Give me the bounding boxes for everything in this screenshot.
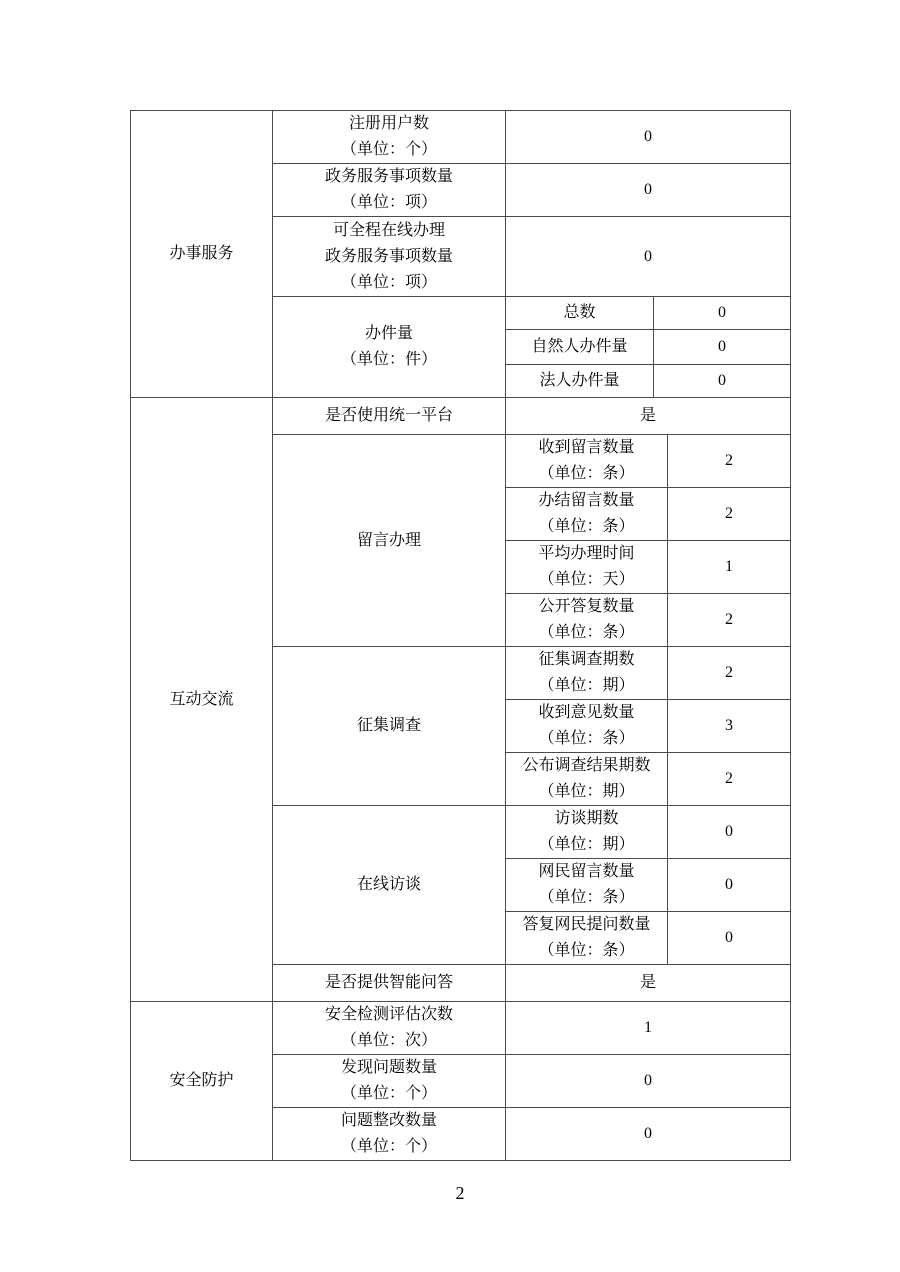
- item-label: [273, 1055, 506, 1108]
- group-unit-line: （单位：件）: [340, 351, 437, 368]
- value-cell: 0: [668, 912, 791, 965]
- value-cell: 0: [668, 859, 791, 912]
- item-label: [273, 111, 506, 164]
- item-label-line: 可全程在线办理: [332, 221, 445, 239]
- sub-item-label-line: 公布调查结果期数: [522, 757, 651, 774]
- section-category-services: 办事服务: [131, 111, 273, 398]
- item-label-line: 政务服务事项数量: [324, 168, 453, 185]
- sub-item-unit-line: （单位：条）: [538, 730, 635, 747]
- value-cell: 0: [668, 806, 791, 859]
- sub-item-label: [506, 912, 668, 965]
- table-row: [131, 1002, 791, 1055]
- sub-item-label: [506, 488, 668, 541]
- value-cell: 0: [654, 365, 791, 398]
- sub-item-label: 法人办件量: [506, 365, 654, 398]
- page-number: 2: [455, 1183, 465, 1203]
- value-cell: 0: [654, 330, 791, 365]
- annual-report-statistics-table: [130, 110, 791, 1161]
- group-label-line: 办件量: [364, 325, 413, 342]
- sub-item-label-line: 收到留言数量: [538, 439, 635, 456]
- sub-item-label: [506, 753, 668, 806]
- group-label-zhengjidiaocha: 征集调查: [273, 647, 506, 806]
- item-label-line: 发现问题数量: [340, 1059, 437, 1076]
- item-label: [273, 1108, 506, 1161]
- sub-item-label-line: 答复网民提问数量: [522, 916, 651, 933]
- sub-item-label-line: 网民留言数量: [538, 863, 635, 880]
- value-cell: 是: [506, 398, 791, 435]
- value-cell: 2: [668, 647, 791, 700]
- item-label-line: 安全检测评估次数: [324, 1006, 453, 1023]
- value-cell: 3: [668, 700, 791, 753]
- sub-item-label-line: 收到意见数量: [538, 704, 635, 721]
- item-label: [273, 164, 506, 217]
- group-label-liuyanbanli: 留言办理: [273, 435, 506, 647]
- sub-item-unit-line: （单位：条）: [538, 942, 635, 959]
- value-cell: 0: [506, 1055, 791, 1108]
- item-label-line: 注册用户数: [348, 115, 429, 132]
- item-unit-line: （单位：次）: [340, 1032, 437, 1049]
- sub-item-label: [506, 435, 668, 488]
- item-label: 是否使用统一平台: [273, 398, 506, 435]
- table-row: [131, 398, 791, 435]
- sub-item-label: [506, 594, 668, 647]
- sub-item-unit-line: （单位：条）: [538, 465, 635, 482]
- sub-item-label-line: 平均办理时间: [538, 545, 635, 562]
- sub-item-label: 自然人办件量: [506, 330, 654, 365]
- item-unit-line: （单位：项）: [340, 194, 437, 211]
- item-label-line: 政务服务事项数量: [324, 247, 453, 265]
- sub-item-label: [506, 859, 668, 912]
- value-cell: 0: [506, 111, 791, 164]
- table-row: [131, 111, 791, 164]
- sub-item-label: [506, 806, 668, 859]
- sub-item-unit-line: （单位：期）: [538, 783, 635, 800]
- sub-item-label-line: 征集调查期数: [538, 651, 635, 668]
- sub-item-unit-line: （单位：天）: [538, 571, 635, 588]
- value-cell: 1: [506, 1002, 791, 1055]
- sub-item-label-line: 办结留言数量: [538, 492, 635, 509]
- sub-item-unit-line: （单位：条）: [538, 518, 635, 535]
- value-cell: 1: [668, 541, 791, 594]
- sub-item-unit-line: （单位：条）: [538, 889, 635, 906]
- section-category-interaction: 互动交流: [131, 398, 273, 1002]
- group-label-banjianliang: [273, 297, 506, 398]
- item-unit-line: （单位：个）: [340, 141, 437, 158]
- sub-item-label: [506, 541, 668, 594]
- value-cell: 2: [668, 753, 791, 806]
- value-cell: 0: [506, 164, 791, 217]
- sub-item-unit-line: （单位：期）: [538, 836, 635, 853]
- sub-item-label-line: 公开答复数量: [538, 598, 635, 615]
- value-cell: 2: [668, 594, 791, 647]
- item-label: [273, 217, 506, 297]
- value-cell: 0: [506, 1108, 791, 1161]
- value-cell: 是: [506, 965, 791, 1002]
- item-unit-line: （单位：个）: [340, 1138, 437, 1155]
- section-category-security: 安全防护: [131, 1002, 273, 1161]
- sub-item-label-line: 访谈期数: [554, 810, 619, 827]
- sub-item-unit-line: （单位：期）: [538, 677, 635, 694]
- group-label-zaixianfangtan: 在线访谈: [273, 806, 506, 965]
- value-cell: 0: [654, 297, 791, 330]
- sub-item-label: [506, 700, 668, 753]
- item-unit-line: （单位：项）: [340, 273, 437, 291]
- item-label-line: 问题整改数量: [340, 1112, 437, 1129]
- sub-item-label: [506, 647, 668, 700]
- item-label: 是否提供智能问答: [273, 965, 506, 1002]
- sub-item-label: 总数: [506, 297, 654, 330]
- value-cell: 2: [668, 488, 791, 541]
- value-cell: 0: [506, 217, 791, 297]
- item-unit-line: （单位：个）: [340, 1085, 437, 1102]
- item-label: [273, 1002, 506, 1055]
- sub-item-unit-line: （单位：条）: [538, 624, 635, 641]
- value-cell: 2: [668, 435, 791, 488]
